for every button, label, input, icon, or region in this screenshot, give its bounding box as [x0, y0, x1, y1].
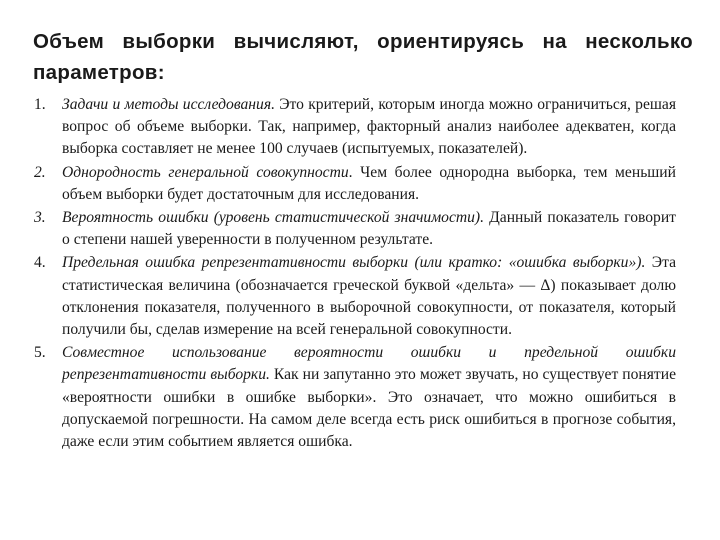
- list-item: [34, 162, 676, 206]
- item-heading: Совместное использование вероятности ошибки и предельной ошибки репрезентативности выборки.: [62, 344, 676, 384]
- parameter-list: [34, 94, 676, 454]
- list-item: [34, 94, 676, 161]
- item-text: Эта статистическая величина (обозначается греческой буквой «дельта» — Δ) показывает долю отклонения показателя, полученного в выборочной совокупности, от показателя, который получили бы, сделав измерение на всей генеральной совокупности.: [62, 254, 676, 339]
- item-number: 2.: [34, 163, 46, 181]
- item-heading: Предельная ошибка репрезентативности выборки (или кратко: «ошибка выборки»).: [62, 254, 646, 272]
- list-item: [34, 342, 676, 453]
- item-number: 3.: [34, 209, 46, 227]
- item-number: 4.: [34, 254, 46, 272]
- item-text: Данный показатель говорит о степени нашей уверенности в полученном результате.: [62, 209, 676, 249]
- item-text: Как ни запутанно это может звучать, но существует понятие «вероятности ошибки в ошибке выборки». Это означает, что можно ошибиться в допускаемой погрешности. На самом деле всегда есть риск ошибиться в прогнозе события, даже если этим событием является ошибка.: [62, 366, 677, 451]
- item-text: Это критерий, которым иногда можно ограничиться, решая вопрос об объеме выборки. Так, например, факторный анализ наиболее адекватен, когда выборка составляет не менее 100 случаев (испытуемых, показателей).: [62, 96, 676, 158]
- item-heading: Вероятность ошибки (уровень статистической значимости).: [62, 209, 485, 227]
- slide-title: Объем выборки вычисляют, ориентируясь на несколько параметров:: [33, 30, 693, 84]
- item-heading: Однородность генеральной совокупности: [62, 163, 349, 181]
- item-text: . Чем более однородна выборка, тем меньший объем выборки будет достаточным для исследования.: [62, 163, 676, 203]
- item-heading: Задачи и методы исследования.: [62, 96, 275, 113]
- item-number: 5.: [34, 344, 46, 362]
- item-number: 1.: [34, 96, 46, 113]
- list-item: [34, 207, 676, 251]
- list-item: [34, 252, 676, 341]
